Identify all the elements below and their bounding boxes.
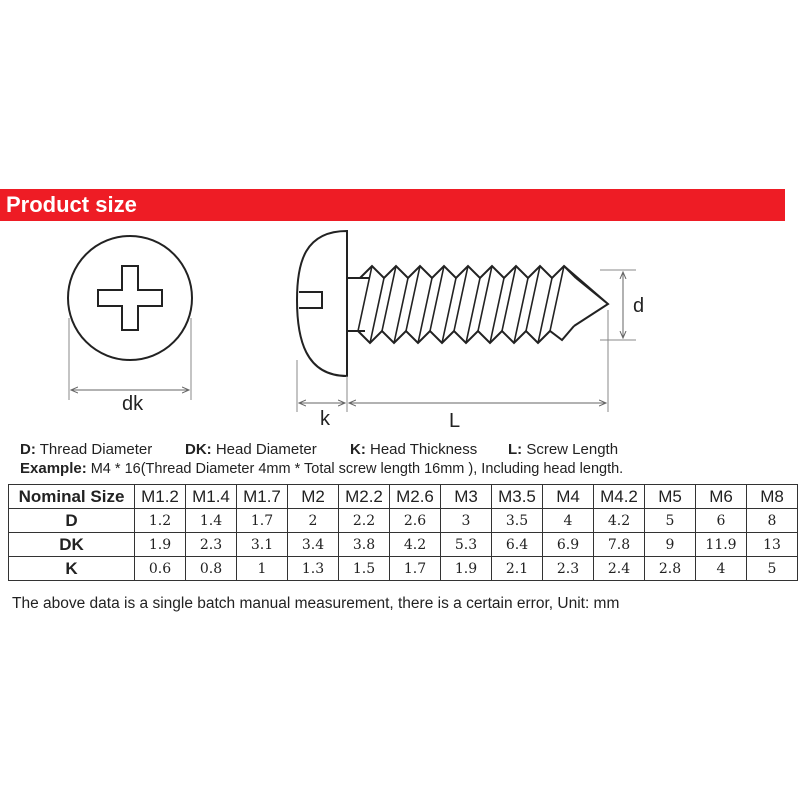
size-cell: M3	[441, 485, 492, 509]
value-cell: 3.8	[339, 533, 390, 557]
size-cell: M8	[747, 485, 798, 509]
value-cell: 2	[288, 509, 339, 533]
screw-tip	[564, 266, 608, 326]
legend-item-k: K: Head Thickness	[350, 441, 478, 458]
value-cell: 1.7	[390, 557, 441, 581]
value-cell: 0.8	[186, 557, 237, 581]
value-cell: 13	[747, 533, 798, 557]
d-label: d	[633, 295, 645, 317]
value-cell: 1.9	[135, 533, 186, 557]
value-cell: 2.4	[594, 557, 645, 581]
size-table	[8, 484, 798, 581]
example-line: Example: M4 * 16(Thread Diameter 4mm * Total screw length 16mm ), Including head length.	[20, 460, 624, 477]
size-cell: M2	[288, 485, 339, 509]
value-cell: 1.9	[441, 557, 492, 581]
measurement-note: The above data is a single batch manual measurement, there is a certain error, Unit: mm	[12, 595, 620, 612]
value-cell: 3.5	[492, 509, 543, 533]
value-cell: 8	[747, 509, 798, 533]
value-cell: 2.6	[390, 509, 441, 533]
value-cell: 4.2	[390, 533, 441, 557]
head-top-view	[68, 236, 192, 415]
table-row-k	[9, 557, 798, 581]
table-row-d	[9, 509, 798, 533]
size-cell: M2.6	[390, 485, 441, 509]
value-cell: 3.4	[288, 533, 339, 557]
thread-lines	[358, 266, 564, 343]
size-cell: M1.4	[186, 485, 237, 509]
value-cell: 9	[645, 533, 696, 557]
size-cell: M2.2	[339, 485, 390, 509]
value-cell: 2.2	[339, 509, 390, 533]
value-cell: 2.8	[645, 557, 696, 581]
banner-title: Product size	[6, 192, 137, 217]
value-cell: 5	[645, 509, 696, 533]
nominal-size-header: Nominal Size	[9, 485, 135, 509]
value-cell: 0.6	[135, 557, 186, 581]
k-label: k	[320, 408, 330, 430]
value-cell: 1.2	[135, 509, 186, 533]
value-cell: 5.3	[441, 533, 492, 557]
value-cell: 1	[237, 557, 288, 581]
value-cell: 1.7	[237, 509, 288, 533]
value-cell: 1.4	[186, 509, 237, 533]
value-cell: 1.5	[339, 557, 390, 581]
value-cell: 4.2	[594, 509, 645, 533]
value-cell: 3	[441, 509, 492, 533]
dk-label: dk	[122, 393, 144, 415]
head-outline	[68, 236, 192, 360]
size-cell: M4	[543, 485, 594, 509]
size-cell: M1.2	[135, 485, 186, 509]
table-header-row	[9, 485, 798, 509]
row-label: DK	[9, 533, 135, 557]
legend-item-dk: DK: Head Diameter	[185, 441, 317, 458]
value-cell: 3.1	[237, 533, 288, 557]
value-cell: 2.1	[492, 557, 543, 581]
size-cell: M4.2	[594, 485, 645, 509]
row-label: K	[9, 557, 135, 581]
value-cell: 2.3	[543, 557, 594, 581]
L-label: L	[449, 410, 461, 432]
value-cell: 5	[747, 557, 798, 581]
value-cell: 7.8	[594, 533, 645, 557]
legend-item-d: D: Thread Diameter	[20, 441, 153, 458]
value-cell: 6.4	[492, 533, 543, 557]
value-cell: 4	[696, 557, 747, 581]
size-cell: M1.7	[237, 485, 288, 509]
screw-side-view	[297, 231, 644, 432]
value-cell: 2.3	[186, 533, 237, 557]
value-cell: 6	[696, 509, 747, 533]
value-cell: 6.9	[543, 533, 594, 557]
value-cell: 4	[543, 509, 594, 533]
row-label: D	[9, 509, 135, 533]
value-cell: 11.9	[696, 533, 747, 557]
table-row-dk	[9, 533, 798, 557]
size-cell: M3.5	[492, 485, 543, 509]
value-cell: 1.3	[288, 557, 339, 581]
legend-item-l: L: Screw Length	[508, 441, 619, 458]
phillips-cross-icon	[98, 266, 162, 330]
size-cell: M6	[696, 485, 747, 509]
size-cell: M5	[645, 485, 696, 509]
